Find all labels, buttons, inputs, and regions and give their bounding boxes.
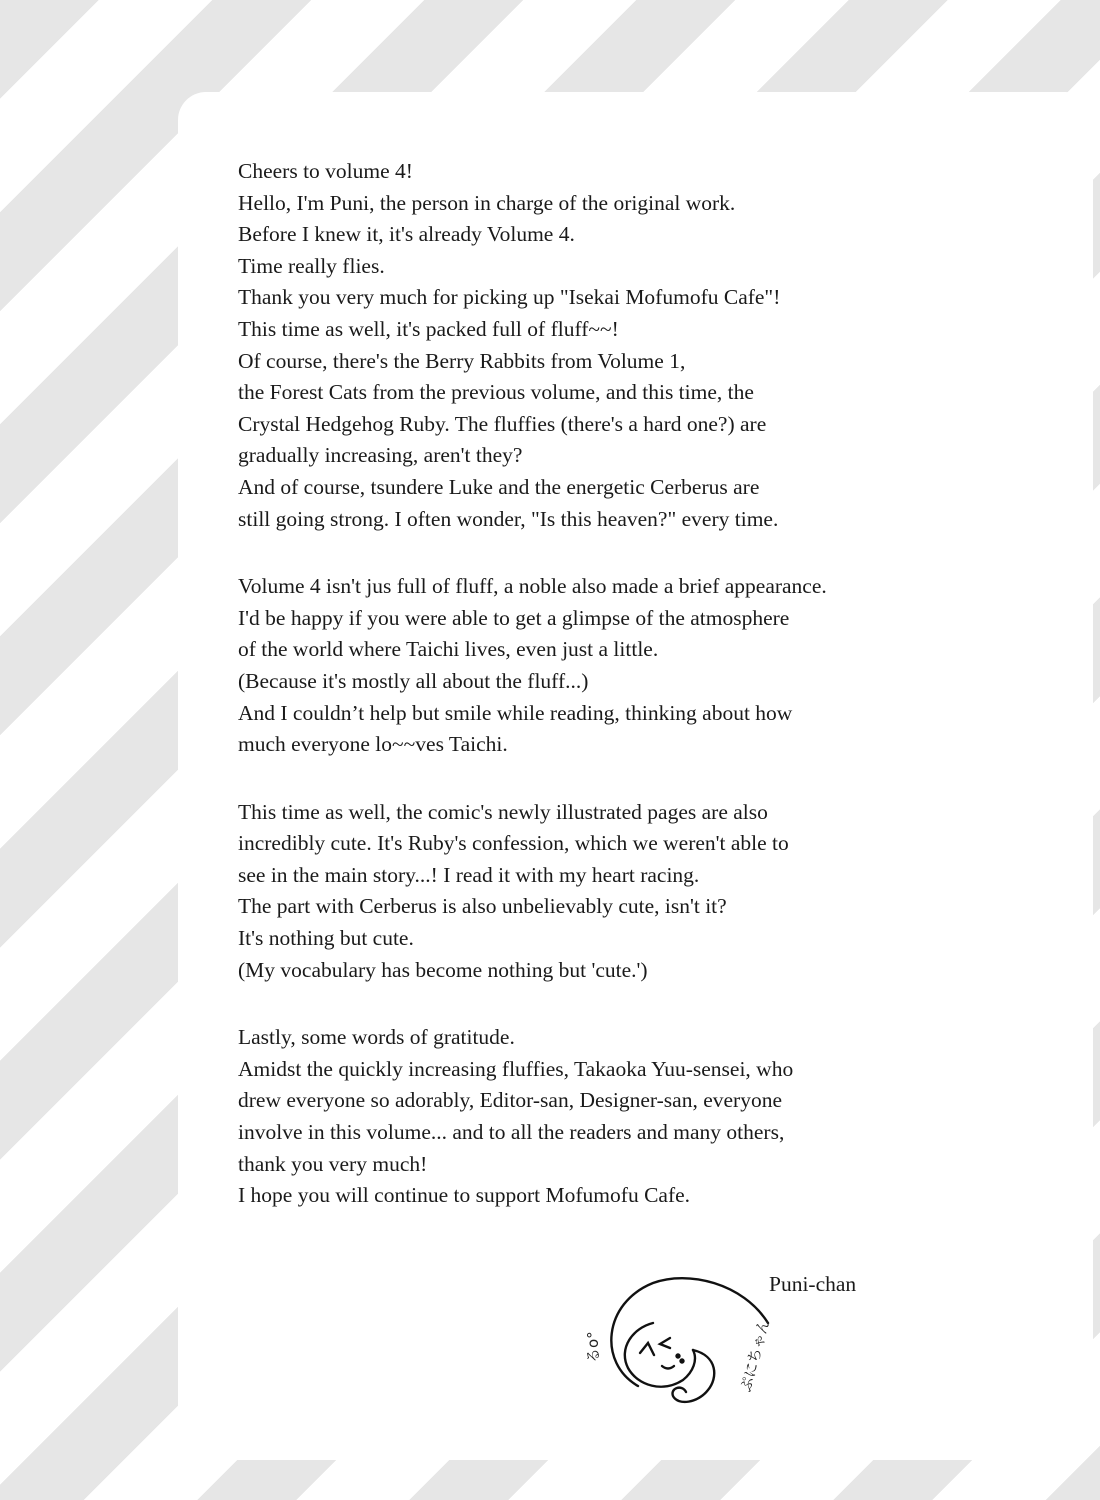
letter-line: I'd be happy if you were able to get a glimpse of the atmosphere (238, 605, 790, 630)
letter-paragraph (238, 571, 918, 761)
letter-line: Amidst the quickly increasing fluffies, Takaoka Yuu-sensei, who (238, 1056, 794, 1081)
puni-doodle-icon (578, 1268, 778, 1418)
letter-paragraph (238, 797, 918, 987)
letter-line: involve in this volume... and to all the readers and many others, (238, 1120, 785, 1145)
letter-line: thank you very much! (238, 1151, 428, 1176)
afterword-letter (238, 156, 918, 1212)
letter-line: Crystal Hedgehog Ruby. The fluffies (there's a hard one?) are (238, 411, 767, 436)
letter-line: And of course, tsundere Luke and the energetic Cerberus are (238, 474, 760, 499)
doodle-signature-text: ぷにちゃん (736, 1316, 774, 1395)
letter-line: Hello, I'm Puni, the person in charge of the original work. (238, 190, 736, 215)
letter-line: the Forest Cats from the previous volume, and this time, the (238, 380, 754, 405)
letter-line: much everyone lo~~ves Taichi. (238, 732, 508, 757)
letter-line: Of course, there's the Berry Rabbits from Volume 1, (238, 348, 686, 373)
letter-line: incredibly cute. It's Ruby's confession, which we weren't able to (238, 831, 789, 856)
letter-line: Thank you very much for picking up "Isekai Mofumofu Cafe"! (238, 285, 781, 310)
letter-line: This time as well, it's packed full of fluff~~! (238, 316, 619, 341)
letter-line: I hope you will continue to support Mofumofu Cafe. (238, 1183, 691, 1208)
letter-line: still going strong. I often wonder, "Is this heaven?" every time. (238, 506, 779, 531)
letter-line: of the world where Taichi lives, even just a little. (238, 637, 659, 662)
letter-line: Cheers to volume 4! (238, 159, 413, 183)
letter-line: Before I knew it, it's already Volume 4. (238, 222, 575, 247)
letter-line: And I couldn’t help but smile while reading, thinking about how (238, 700, 793, 725)
letter-line: This time as well, the comic's newly illustrated pages are also (238, 799, 768, 824)
letter-line: The part with Cerberus is also unbelievably cute, isn't it? (238, 894, 727, 919)
letter-line: drew everyone so adorably, Editor-san, Designer-san, everyone (238, 1088, 782, 1113)
letter-line: see in the main story...! I read it with my heart racing. (238, 862, 700, 887)
letter-line: It's nothing but cute. (238, 926, 414, 951)
letter-line: (Because it's mostly all about the fluff...) (238, 668, 589, 693)
letter-line: gradually increasing, aren't they? (238, 443, 523, 468)
letter-line: Volume 4 isn't jus full of fluff, a noble also made a brief appearance. (238, 574, 827, 599)
letter-paragraph (238, 1022, 918, 1212)
letter-line: (My vocabulary has become nothing but 'cute.') (238, 957, 648, 982)
letter-line: Time really flies. (238, 253, 385, 278)
doodle-left-text: るo° (584, 1331, 602, 1363)
signature-name: Puni-chan (769, 1272, 857, 1296)
letter-paragraph (238, 156, 918, 535)
letter-line: Lastly, some words of gratitude. (238, 1025, 515, 1050)
